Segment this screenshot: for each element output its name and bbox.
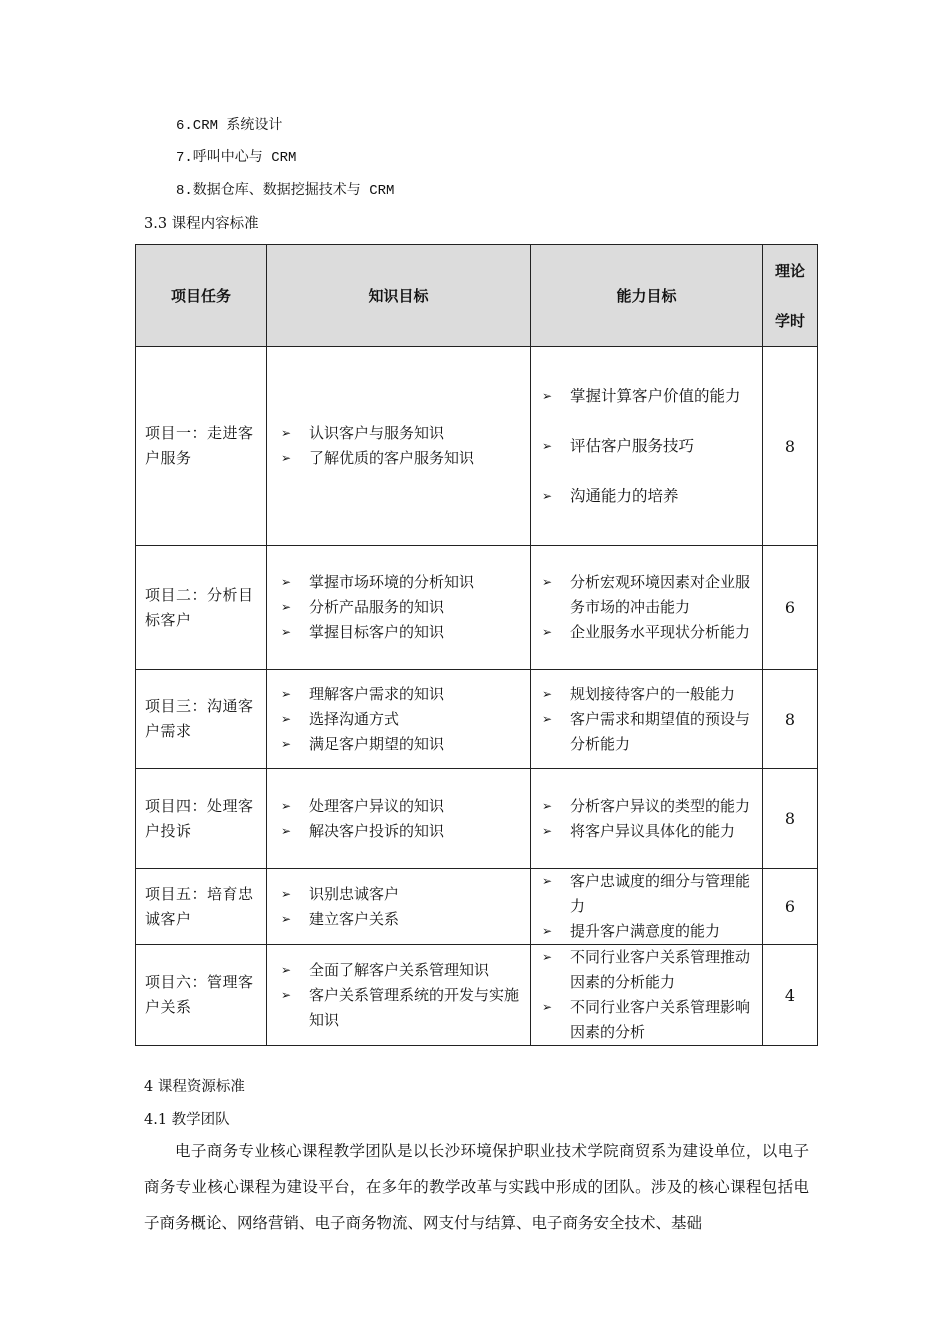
arrow-bullet-icon: ➢ [541, 686, 553, 701]
task-cell: 项目五：培育忠诚客户 [136, 869, 267, 945]
list-item [537, 794, 754, 819]
arrow-bullet-icon: ➢ [541, 575, 553, 589]
arrow-bullet-icon: ➢ [280, 600, 292, 614]
ability-cell [531, 347, 763, 546]
ability-item: 掌握计算客户价值的能力 [570, 387, 741, 405]
list-item [276, 958, 524, 983]
list-item [276, 682, 524, 707]
table-row [136, 869, 818, 945]
knowledge-item: 识别忠诚客户 [309, 884, 400, 903]
list-item [276, 794, 524, 819]
arrow-bullet-icon: ➢ [541, 798, 553, 813]
knowledge-item: 选择沟通方式 [309, 709, 400, 728]
hours-cell: 6 [763, 869, 818, 945]
ability-item: 沟通能力的培养 [570, 487, 679, 505]
arrow-bullet-icon: ➢ [280, 736, 292, 751]
knowledge-item: 满足客户期望的知识 [309, 734, 445, 753]
arrow-bullet-icon: ➢ [541, 439, 553, 453]
header-hours-line1: 理论 [774, 261, 805, 280]
list-item [537, 945, 754, 995]
list-item [276, 595, 524, 620]
knowledge-cell [267, 546, 531, 670]
ability-item: 客户需求和期望值的预设与分析能力 [570, 709, 751, 753]
list-item [537, 371, 754, 421]
header-knowledge: 知识目标 [267, 245, 531, 347]
list-item [276, 907, 524, 932]
arrow-bullet-icon: ➢ [280, 962, 292, 977]
list-item [276, 446, 524, 471]
task-cell: 项目二：分析目标客户 [136, 546, 267, 670]
list-item [537, 471, 754, 521]
table-row [136, 670, 818, 769]
arrow-bullet-icon: ➢ [541, 950, 553, 964]
list-item [276, 707, 524, 732]
knowledge-cell [267, 869, 531, 945]
section-heading-4: 4 课程资源标准 [144, 1079, 245, 1095]
arrow-bullet-icon: ➢ [280, 798, 292, 813]
task-cell: 项目四：处理客户投诉 [136, 769, 267, 869]
knowledge-cell [267, 945, 531, 1046]
ability-item: 客户忠诚度的细分与管理能力 [570, 872, 751, 915]
ability-item: 将客户异议具体化的能力 [570, 821, 736, 840]
table-row [136, 347, 818, 546]
course-content-table [135, 244, 818, 1046]
list-item [276, 421, 524, 446]
list-item [537, 421, 754, 471]
ability-cell [531, 945, 763, 1046]
ability-item: 分析客户异议的类型的能力 [570, 796, 751, 815]
knowledge-cell [267, 670, 531, 769]
arrow-bullet-icon: ➢ [280, 911, 292, 926]
list-item [537, 819, 754, 844]
section-heading-3-3: 3.3 课程内容标准 [144, 216, 259, 232]
list-item [537, 570, 754, 620]
ability-cell [531, 670, 763, 769]
header-task: 项目任务 [136, 245, 267, 347]
table-row [136, 945, 818, 1046]
arrow-bullet-icon: ➢ [541, 1000, 553, 1014]
knowledge-item: 处理客户异议的知识 [309, 796, 445, 815]
table-header-row [136, 245, 818, 347]
knowledge-item: 掌握市场环境的分析知识 [309, 573, 475, 591]
arrow-bullet-icon: ➢ [541, 874, 553, 888]
body-paragraph: 电子商务专业核心课程教学团队是以长沙环境保护职业技术学院商贸系为建设单位，以电子商务专业核心课程为建设平台，在多年的教学改革与实践中形成的团队。涉及的核心课程包括电子商务概论、网络营销、电子商务物流、网支付与结算、电子商务安全技术、基础 [144, 1142, 809, 1232]
header-hours-line2: 学时 [774, 311, 805, 330]
knowledge-item: 认识客户与服务知识 [309, 424, 445, 442]
top-list-item: 7.呼叫中心与 CRM [176, 150, 297, 166]
list-item [537, 995, 754, 1045]
list-item [276, 620, 524, 645]
hours-cell: 8 [763, 769, 818, 869]
arrow-bullet-icon: ➢ [280, 625, 292, 639]
knowledge-item: 了解优质的客户服务知识 [309, 449, 475, 467]
knowledge-item: 建立客户关系 [309, 909, 400, 928]
ability-item: 企业服务水平现状分析能力 [570, 623, 751, 641]
list-item [537, 869, 754, 919]
list-item [537, 919, 754, 944]
list-item [537, 682, 754, 707]
arrow-bullet-icon: ➢ [541, 389, 553, 403]
knowledge-item: 理解客户需求的知识 [309, 684, 445, 703]
ability-cell [531, 546, 763, 670]
header-hours [763, 245, 818, 347]
arrow-bullet-icon: ➢ [280, 987, 292, 1002]
task-cell: 项目六：管理客户关系 [136, 945, 267, 1046]
ability-item: 评估客户服务技巧 [570, 437, 695, 455]
knowledge-item: 全面了解客户关系管理知识 [309, 960, 490, 979]
ability-cell [531, 869, 763, 945]
arrow-bullet-icon: ➢ [280, 451, 292, 465]
knowledge-item: 掌握目标客户的知识 [309, 623, 445, 641]
ability-item: 提升客户满意度的能力 [570, 922, 721, 940]
table-row [136, 769, 818, 869]
top-list-item: 6.CRM 系统设计 [176, 118, 283, 134]
list-item [276, 882, 524, 907]
hours-cell: 4 [763, 945, 818, 1046]
arrow-bullet-icon: ➢ [280, 886, 292, 901]
arrow-bullet-icon: ➢ [280, 575, 292, 589]
knowledge-item: 客户关系管理系统的开发与实施知识 [309, 985, 520, 1029]
ability-cell [531, 769, 763, 869]
section-heading-4-1: 4.1 教学团队 [144, 1112, 230, 1128]
hours-cell: 8 [763, 670, 818, 769]
arrow-bullet-icon: ➢ [541, 489, 553, 503]
knowledge-cell [267, 769, 531, 869]
top-list-item: 8.数据仓库、数据挖掘技术与 CRM [176, 183, 395, 199]
knowledge-item: 解决客户投诉的知识 [309, 821, 445, 840]
arrow-bullet-icon: ➢ [280, 686, 292, 701]
header-ability: 能力目标 [531, 245, 763, 347]
task-cell: 项目一：走进客户服务 [136, 347, 267, 546]
ability-item: 分析宏观环境因素对企业服务市场的冲击能力 [570, 573, 751, 616]
hours-cell: 6 [763, 546, 818, 670]
arrow-bullet-icon: ➢ [541, 711, 553, 726]
ability-item: 规划接待客户的一般能力 [570, 684, 736, 703]
arrow-bullet-icon: ➢ [541, 625, 553, 639]
arrow-bullet-icon: ➢ [280, 711, 292, 726]
list-item [276, 983, 524, 1033]
arrow-bullet-icon: ➢ [541, 924, 553, 938]
arrow-bullet-icon: ➢ [280, 426, 292, 440]
knowledge-item: 分析产品服务的知识 [309, 598, 445, 616]
knowledge-cell [267, 347, 531, 546]
list-item [276, 732, 524, 757]
ability-item: 不同行业客户关系管理推动因素的分析能力 [570, 948, 751, 991]
list-item [276, 570, 524, 595]
list-item [537, 707, 754, 757]
list-item [537, 620, 754, 645]
arrow-bullet-icon: ➢ [541, 823, 553, 838]
table-row [136, 546, 818, 670]
list-item [276, 819, 524, 844]
arrow-bullet-icon: ➢ [280, 823, 292, 838]
hours-cell: 8 [763, 347, 818, 546]
ability-item: 不同行业客户关系管理影响因素的分析 [570, 998, 751, 1041]
task-cell: 项目三：沟通客户需求 [136, 670, 267, 769]
